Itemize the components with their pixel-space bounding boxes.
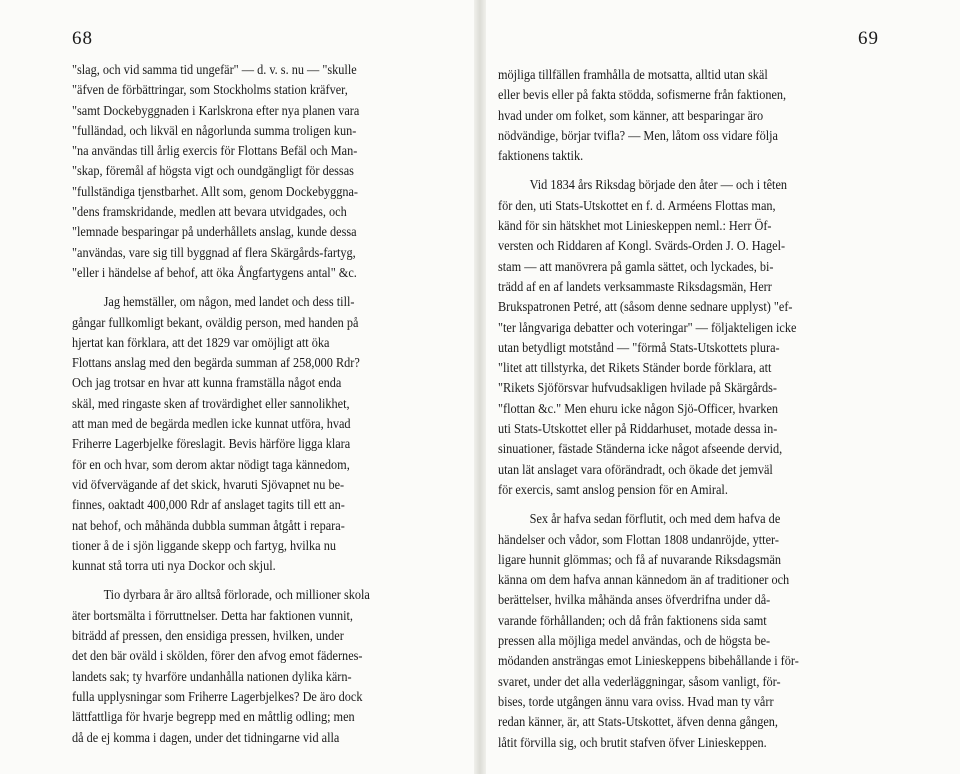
text-line: möjliga tillfällen framhålla de motsatta, alltid utan skäl [498, 67, 768, 82]
text-line: uti Stats-Utskottet eller på Riddarhuset, motade dessa in- [498, 421, 778, 437]
text-line: då de ej komma i dagen, under det tidningarne vid alla [72, 729, 340, 745]
text-line: "slag, och vid samma tid ungefär" — d. v. s. nu — "skulle [72, 62, 357, 77]
text-line: det den bär oväld i skölden, förer den afvog emot fädernes- [72, 648, 363, 664]
text-line: tioner å de i sjön liggande skepp och fartyg, hvilka nu [72, 537, 336, 553]
text-line: "dens framskridande, medlen att bevara utvidgades, och [72, 204, 347, 220]
text-line: för den, uti Stats-Utskottet en f. d. Arméens Flottas man, [498, 197, 776, 213]
text-line: "ter långvariga debatter och voteringar" — följakteligen icke [498, 319, 797, 335]
text-line: trädd af en af landets verksammaste Riksdagsmän, Herr [498, 278, 772, 294]
text-line: vid öfvervägande af det skick, hvaruti Sjövapnet nu be- [72, 476, 345, 492]
text-line: Vid 1834 års Riksdag började den åter — och i têten [529, 177, 788, 193]
text-line: att man med de begärda medlen icke kunnat utföra, hvad [72, 416, 351, 432]
text-line: Flottans anslag med den begärda summan af 258,000 Rdr? [72, 355, 360, 371]
text-line: berättelser, hvilka måhända anses öfverdrifna under då- [498, 592, 771, 608]
text-line: "fullständiga tjenstbarhet. Allt som, genom Dockebyggna- [72, 183, 359, 199]
text-line: "lemnade besparingar på underhållets anslag, kunde dessa [72, 224, 357, 240]
text-line: äter bortsmälta i förruttnelser. Detta har faktionen vunnit, [72, 607, 353, 623]
text-line: fulla upplysningar som Friherre Lagerbjelkes? De äro dock [72, 688, 363, 704]
text-line: "litet att tillstyrka, det Rikets Ständer borde förklara, att [498, 360, 772, 376]
text-line: eller bevis eller på fakta stödda, sofismerne från faktionen, [498, 87, 787, 103]
text-line: biträdd af pressen, den ensidiga pressen, hvilken, under [72, 628, 344, 644]
left-page-text [72, 60, 450, 748]
text-line: utan betydligt motstånd — "förmå Stats-Utskottets plura- [498, 339, 780, 355]
text-line: händelser och vådor, som Flottan 1808 undanröjde, ytter- [498, 531, 779, 547]
text-line: faktionens taktik. [498, 148, 584, 164]
text-line: hjertat kan förklara, att det 1829 var omöjligt att öka [72, 334, 330, 350]
left-page [0, 0, 474, 774]
text-line: Sex år hafva sedan förflutit, och med dem hafva de [529, 511, 781, 527]
text-line: "Rikets Sjöförsvar hufvudsakligen hvilade på Skärgårds- [498, 380, 777, 396]
page-number-left: 68 [72, 28, 93, 49]
text-line: "äfven de förbättringar, som Stockholms station kräfver, [72, 82, 348, 98]
text-line: känna om dem hafva annan kännedom än af traditioner och [498, 572, 790, 588]
text-line: "användas, vare sig till byggnad af flera Skärgårds-fartyg, [72, 244, 356, 260]
text-line: "flottan &c." Men ehuru icke någon Sjö-Officer, hvarken [498, 400, 779, 416]
text-line: landets sak; ty hvarföre undanhålla nationen dylika kärn- [72, 668, 352, 684]
text-line: nat behof, och måhända dubbla summan åtgått i repara- [72, 517, 345, 533]
text-line: Brukspatronen Petré, att (såsom denne sednare upplyst) "ef- [498, 299, 793, 315]
text-line: finnes, oaktadt 400,000 Rdr af anslaget tagits till ett an- [72, 497, 345, 513]
text-line: bises, torde utgången ännu vara oviss. Hvad man ty vårr [498, 693, 774, 709]
text-line: "fulländad, och likväl en någorlunda summa troligen kun- [72, 122, 357, 138]
text-line: låtit förvilla sig, och brutit stafven öfver Linieskeppen. [498, 734, 767, 750]
text-line: mödanden ansträngas emot Linieskeppens bibehållande i för- [498, 653, 799, 669]
text-line: Friherre Lagerbjelke föreslagit. Bevis härföre ligga klara [72, 436, 351, 452]
text-line: redan känner, är, att Stats-Utskottet, äfven denna gången, [498, 714, 778, 730]
right-page [486, 0, 960, 774]
text-line: "na användas till årlig exercis för Flottans Befäl och Man- [72, 143, 358, 159]
text-line: för en och hvar, som derom aktar nödigt taga kännedom, [72, 456, 350, 472]
book-gutter [474, 0, 486, 774]
text-line: "eller i händelse af behof, att öka Ångfartygens antal" &c. [72, 264, 357, 280]
text-line: versten och Riddaren af Kongl. Svärds-Orden J. O. Hagel- [498, 238, 786, 254]
text-line: lättfattliga för hvarje begrepp med en måttlig odling; men [72, 709, 355, 725]
text-line: "samt Dockebyggnaden i Karlskrona efter nya planen vara [72, 102, 360, 118]
text-line: "skap, föremål af högsta vigt och oundgängligt för dessas [72, 163, 354, 179]
right-page-text [498, 65, 879, 753]
text-line: Tio dyrbara år äro alltså förlorade, och millioner skola [103, 587, 370, 603]
text-line: ligare hunnit glömmas; och få af nuvarande Riksdagsmän [498, 551, 782, 567]
text-line: hvad under om folket, som känner, att besparingar äro [498, 107, 764, 123]
text-line: Jag hemställer, om någon, med landet och dess till- [103, 294, 355, 310]
text-line: kunnat stå torra uti nya Dockor och skjul. [72, 558, 276, 574]
text-line: stam — att manövrera på gamla sättet, och lyckades, bi- [498, 258, 774, 274]
text-line: utan lät anslaget vara oförändradt, och ökade det jemväl [498, 461, 773, 477]
text-line: varande förhållanden; och då från faktionens sida samt [498, 612, 767, 628]
page-number-right: 69 [858, 28, 879, 49]
text-line: skäl, med ringaste sken af trovärdighet eller sannolikhet, [72, 395, 350, 411]
text-line: för exercis, samt anslog pension för en Amiral. [498, 481, 728, 497]
text-line: gångar fullkomligt bekant, oväldig person, med handen på [72, 314, 359, 330]
text-line: Och jag trotsar en hvar att kunna framställa något enda [72, 375, 342, 391]
text-line: känd för sin hätskhet mot Linieskeppen neml.: Herr Öf- [498, 218, 772, 234]
text-line: sinuationer, fästade Ständerna icke något afseende dervid, [498, 441, 783, 457]
text-line: pressen alla möjliga medel användas, och de högsta be- [498, 633, 771, 649]
text-line: svaret, under det alla vederläggningar, såsom vanligt, för- [498, 673, 781, 689]
text-line: nödvändige, börjar tvifla? — Men, låtom oss vidare följa [498, 127, 778, 143]
